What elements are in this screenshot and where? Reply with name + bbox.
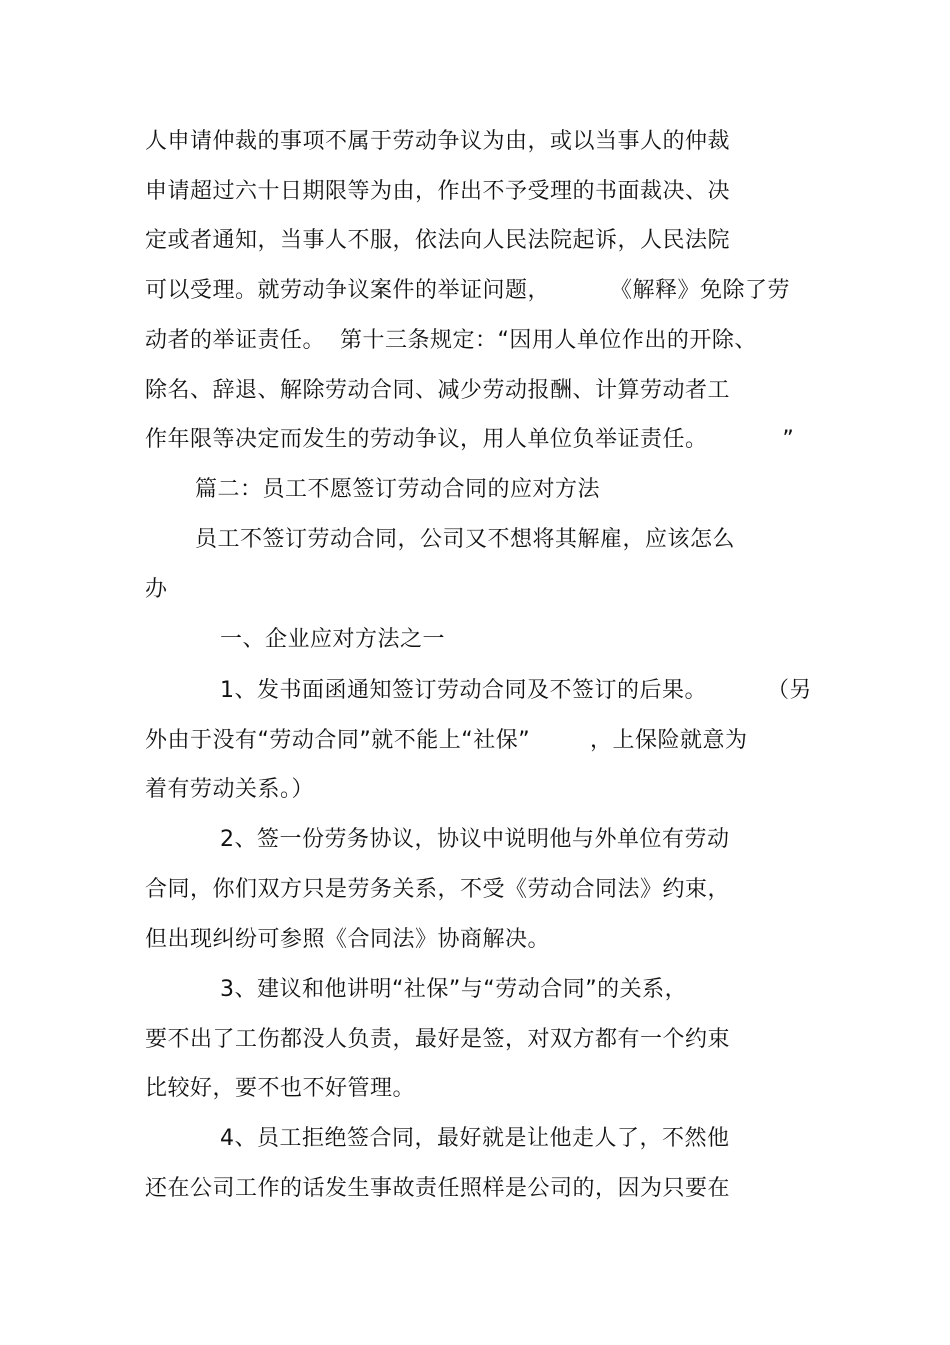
text-line-1: 人申请仲裁的事项不属于劳动争议为由，或以当事人的仲裁 xyxy=(145,129,731,154)
text-line-16: 合同，你们双方只是劳务关系，不受《劳动合同法》约束， xyxy=(145,877,731,902)
text-line-3: 定或者通知，当事人不服，依法向人民法院起诉，人民法院 xyxy=(145,228,731,253)
text-line-14: 着有劳动关系。） xyxy=(145,777,315,802)
text-line-19: 要不出了工伤都没人负责，最好是签，对双方都有一个约束 xyxy=(145,1027,731,1052)
text-line-12: 1、发书面函通知签订劳动合同及不签订的后果。 （另 xyxy=(220,678,812,703)
text-line-22: 还在公司工作的话发生事故责任照样是公司的，因为只要在 xyxy=(145,1176,731,1201)
text-line-7: 作年限等决定而发生的劳动争议，用人单位负举证责任。 ” xyxy=(145,427,795,452)
text-line-9: 员工不签订劳动合同，公司又不想将其解雇，应该怎么 xyxy=(195,527,736,552)
text-line-6: 除名、辞退、解除劳动合同、减少劳动报酬、计算劳动者工 xyxy=(145,378,731,403)
section-heading: 篇二：员工不愿签订劳动合同的应对方法 xyxy=(195,477,601,502)
text-line-21: 4、员工拒绝签合同，最好就是让他走人了，不然他 xyxy=(220,1126,730,1151)
text-line-2: 申请超过六十日期限等为由，作出不予受理的书面裁决、决 xyxy=(145,179,731,204)
text-line-15: 2、签一份劳务协议，协议中说明他与外单位有劳动 xyxy=(220,827,730,852)
text-line-20: 比较好，要不也不好管理。 xyxy=(145,1076,416,1101)
text-line-17: 但出现纠纷可参照《合同法》协商解决。 xyxy=(145,927,551,952)
text-line-10: 办 xyxy=(145,577,168,602)
text-line-5: 动者的举证责任。 第十三条规定：“因用人单位作出的开除、 xyxy=(145,328,757,353)
text-line-4: 可以受理。就劳动争议案件的举证问题， 《解释》免除了劳 xyxy=(145,278,790,303)
text-line-18: 3、建议和他讲明“社保”与“劳动合同”的关系， xyxy=(220,977,688,1002)
text-line-13: 外由于没有“劳动合同”就不能上“社保” ，上保险就意为 xyxy=(145,728,748,753)
subsection-heading: 一、企业应对方法之一 xyxy=(220,627,446,652)
